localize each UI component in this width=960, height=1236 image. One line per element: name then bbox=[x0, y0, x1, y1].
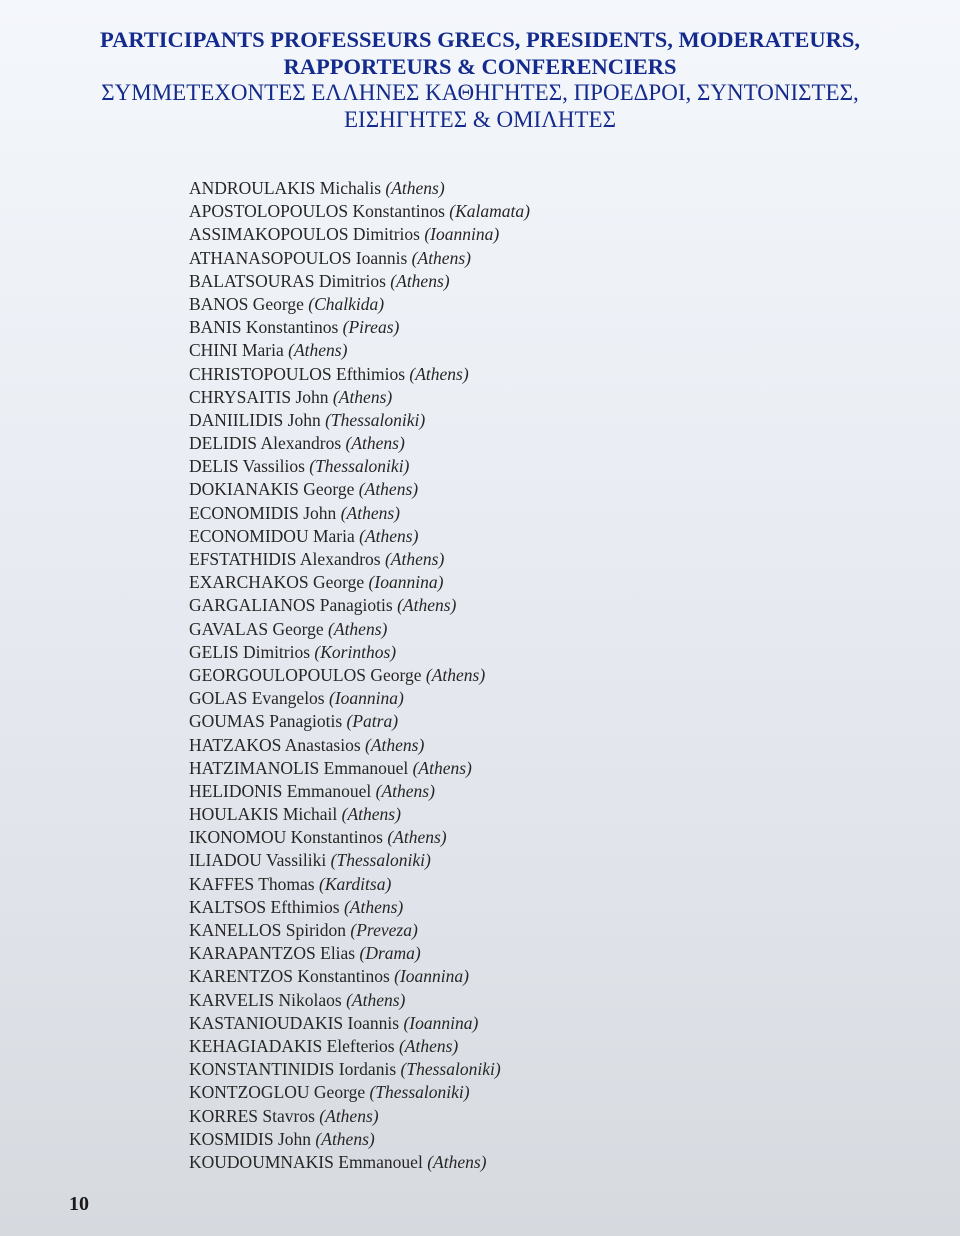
participant-surname: BANIS bbox=[189, 317, 242, 338]
participant-row bbox=[189, 478, 530, 501]
participant-city: (Athens) bbox=[385, 178, 445, 198]
participant-city: (Athens) bbox=[397, 595, 457, 616]
participant-city: (Athens) bbox=[358, 479, 419, 500]
participant-given-name: George bbox=[303, 479, 355, 500]
participant-row bbox=[189, 386, 530, 409]
participant-surname: GAVALAS bbox=[189, 618, 269, 639]
participant-given-name: Efthimios bbox=[270, 896, 340, 917]
participant-given-name: Efthimios bbox=[336, 363, 406, 384]
participant-given-name: Dimitrios bbox=[318, 270, 386, 291]
participant-given-name: Ioannis bbox=[347, 1012, 400, 1033]
participant-surname: KARAPANTZOS bbox=[189, 943, 316, 964]
participant-row bbox=[189, 1058, 530, 1081]
participant-row bbox=[189, 780, 530, 803]
participant-city: (Athens) bbox=[332, 386, 393, 407]
participant-city: (Korinthos) bbox=[314, 641, 397, 662]
participant-city: (Athens) bbox=[365, 734, 425, 755]
participant-row bbox=[189, 525, 530, 548]
participant-given-name: John bbox=[303, 502, 337, 523]
participant-city: (Thessaloniki) bbox=[309, 456, 410, 477]
participant-city: (Athens) bbox=[315, 1128, 375, 1149]
title-french-line-2: RAPPORTEURS & CONFERENCIERS bbox=[283, 53, 677, 79]
participant-city: (Athens) bbox=[398, 1035, 459, 1056]
participant-city: (Ioannina) bbox=[329, 688, 404, 709]
participant-city: (Chalkida) bbox=[308, 293, 385, 314]
participant-given-name: Emmanouel bbox=[286, 780, 372, 801]
participant-city: (Athens) bbox=[340, 502, 400, 523]
participant-surname: KAFFES bbox=[189, 873, 255, 894]
participant-city: (Patra) bbox=[346, 711, 399, 732]
participant-row bbox=[189, 664, 530, 687]
participant-given-name: George bbox=[313, 1082, 366, 1103]
participant-row bbox=[189, 502, 530, 525]
participant-surname: GARGALIANOS bbox=[189, 595, 316, 616]
participant-row bbox=[189, 293, 530, 316]
participant-city: (Athens) bbox=[345, 433, 405, 454]
participant-surname: KARENTZOS bbox=[189, 966, 294, 987]
participant-given-name: George bbox=[252, 293, 304, 314]
participant-row bbox=[189, 223, 530, 246]
participant-city: (Athens) bbox=[346, 989, 406, 1010]
participant-row bbox=[189, 965, 530, 988]
participant-surname: KOUDOUMNAKIS bbox=[189, 1151, 334, 1172]
participant-row bbox=[189, 316, 530, 339]
participant-given-name: Evangelos bbox=[251, 688, 325, 709]
participant-city: (Thessaloniki) bbox=[369, 1082, 470, 1103]
participant-given-name: Alexandros bbox=[299, 549, 381, 569]
participant-surname: KOSMIDIS bbox=[189, 1128, 274, 1149]
participant-given-name: Nikolaos bbox=[278, 989, 342, 1010]
participant-row bbox=[189, 687, 530, 710]
participant-city: (Athens) bbox=[375, 780, 435, 801]
participant-row bbox=[189, 548, 530, 571]
participant-given-name: Elefterios bbox=[326, 1035, 395, 1056]
participant-city: (Karditsa) bbox=[319, 873, 392, 894]
participant-given-name: Thomas bbox=[258, 873, 315, 894]
participant-surname: BALATSOURAS bbox=[189, 270, 315, 291]
participant-given-name: Alexandros bbox=[260, 433, 342, 454]
participant-row bbox=[189, 734, 530, 757]
title-french-line-1: PARTICIPANTS PROFESSEURS GRECS, PRESIDENTS, MODERATEURS, bbox=[100, 27, 860, 52]
participant-row bbox=[189, 1105, 530, 1128]
participant-surname: GEORGOULOPOULOS bbox=[189, 664, 366, 685]
participant-given-name: Iordanis bbox=[338, 1059, 397, 1080]
page-title bbox=[0, 27, 960, 133]
participant-city: (Athens) bbox=[328, 618, 388, 639]
participant-surname: IKONOMOU bbox=[189, 827, 287, 848]
participant-given-name: Konstantinos bbox=[352, 201, 445, 222]
participant-row bbox=[189, 247, 530, 270]
participant-city: (Athens) bbox=[427, 1151, 487, 1172]
participant-surname: DELIS bbox=[189, 456, 239, 477]
participant-surname: DOKIANAKIS bbox=[189, 479, 299, 500]
participant-surname: CHRISTOPOULOS bbox=[189, 363, 332, 384]
participant-given-name: Vassiliki bbox=[265, 850, 327, 871]
participant-row bbox=[189, 618, 530, 641]
participant-city: (Thessaloniki) bbox=[330, 850, 431, 871]
participant-surname: KANELLOS bbox=[189, 920, 282, 940]
participant-given-name: Vassilios bbox=[242, 456, 305, 477]
participant-surname: KARVELIS bbox=[189, 989, 275, 1010]
title-greek-line-1: ΣΥΜΜΕΤΕΧΟΝΤΕΣ ΕΛΛΗΝΕΣ ΚΑΘΗΓΗΤΕΣ, ΠΡΟΕΔΡΟΙ, ΣΥΝΤΟΝΙΣΤΕΣ, bbox=[101, 80, 859, 105]
participant-row bbox=[189, 1035, 530, 1058]
participant-row bbox=[189, 1128, 530, 1151]
participant-city: (Athens) bbox=[319, 1105, 379, 1126]
participant-surname: HATZIMANOLIS bbox=[189, 757, 320, 778]
participant-surname: KEHAGIADAKIS bbox=[189, 1035, 323, 1056]
participant-city: (Ioannina) bbox=[368, 572, 444, 593]
participant-surname: KALTSOS bbox=[189, 896, 267, 917]
participant-given-name: Konstantinos bbox=[297, 966, 390, 987]
participant-surname: KONTZOGLOU bbox=[189, 1082, 310, 1103]
participant-surname: ANDROULAKIS bbox=[189, 178, 316, 198]
participant-row bbox=[189, 849, 530, 872]
participant-given-name: Spiridon bbox=[285, 920, 347, 940]
participant-city: (Kalamata) bbox=[449, 201, 530, 222]
participant-given-name: Dimitrios bbox=[352, 224, 420, 245]
participant-row bbox=[189, 571, 530, 594]
participant-given-name: Maria bbox=[241, 340, 284, 361]
participant-city: (Athens) bbox=[341, 804, 401, 825]
participant-row bbox=[189, 409, 530, 432]
participant-city: (Ioannina) bbox=[403, 1012, 479, 1033]
participant-given-name: Emmanouel bbox=[323, 757, 409, 778]
participant-given-name: Elias bbox=[320, 943, 356, 964]
participant-city: (Ioannina) bbox=[394, 966, 470, 987]
participant-row bbox=[189, 896, 530, 919]
participant-given-name: Michalis bbox=[319, 178, 382, 198]
participant-city: (Athens) bbox=[387, 827, 447, 848]
participant-row bbox=[189, 1151, 530, 1174]
participant-given-name: Maria bbox=[312, 525, 355, 546]
participant-city: (Preveza) bbox=[350, 920, 418, 940]
participant-given-name: Ioannis bbox=[355, 247, 408, 268]
participant-city: (Ioannina) bbox=[424, 224, 500, 245]
participant-city: (Athens) bbox=[412, 757, 472, 778]
participant-given-name: Konstantinos bbox=[290, 827, 383, 848]
participant-row bbox=[189, 989, 530, 1012]
participant-given-name: George bbox=[312, 572, 365, 593]
participant-city: (Pireas) bbox=[342, 317, 400, 338]
participant-given-name: Emmanouel bbox=[338, 1151, 423, 1172]
participant-surname: DELIDIS bbox=[189, 433, 258, 454]
participant-row bbox=[189, 873, 530, 896]
participant-surname: ECONOMIDIS bbox=[189, 502, 299, 523]
participant-row bbox=[189, 942, 530, 965]
participant-row bbox=[189, 594, 530, 617]
participant-row bbox=[189, 455, 530, 478]
participant-surname: ILIADOU bbox=[189, 850, 262, 871]
participant-given-name: Anastasios bbox=[284, 734, 361, 755]
participant-given-name: Stavros bbox=[262, 1105, 315, 1126]
participant-given-name: John bbox=[295, 386, 329, 407]
participant-row bbox=[189, 177, 530, 200]
page-number: 10 bbox=[69, 1193, 89, 1215]
participant-given-name: John bbox=[277, 1128, 312, 1149]
participant-row bbox=[189, 200, 530, 223]
participant-given-name: Michail bbox=[282, 804, 338, 825]
participant-row bbox=[189, 1081, 530, 1104]
participant-city: (Athens) bbox=[288, 340, 348, 361]
participant-surname: ECONOMIDOU bbox=[189, 525, 309, 546]
participant-row bbox=[189, 803, 530, 826]
participant-surname: ASSIMAKOPOULOS bbox=[189, 224, 349, 245]
participant-given-name: Konstantinos bbox=[245, 317, 339, 338]
participant-surname: ATHANASOPOULOS bbox=[189, 247, 352, 268]
participant-city: (Athens) bbox=[343, 896, 404, 917]
participant-city: (Drama) bbox=[359, 943, 421, 964]
participant-surname: HELIDONIS bbox=[189, 780, 283, 801]
participant-city: (Thessaloniki) bbox=[325, 409, 426, 430]
participant-given-name: Dimitrios bbox=[242, 641, 311, 662]
participant-given-name: George bbox=[272, 618, 324, 639]
participant-surname: KONSTANTINIDIS bbox=[189, 1059, 335, 1080]
participant-surname: HATZAKOS bbox=[189, 734, 282, 755]
participant-row bbox=[189, 710, 530, 733]
participant-row bbox=[189, 1012, 530, 1035]
participant-surname: GOLAS bbox=[189, 688, 248, 709]
participant-surname: CHRYSAITIS bbox=[189, 386, 292, 407]
participant-surname: CHINI bbox=[189, 340, 238, 361]
participant-row bbox=[189, 432, 530, 455]
title-greek-line-2: ΕΙΣΗΓΗΤΕΣ & ΟΜΙΛΗΤΕΣ bbox=[344, 106, 616, 132]
participant-row bbox=[189, 363, 530, 386]
participant-given-name: John bbox=[287, 409, 321, 430]
participant-surname: EFSTATHIDIS bbox=[189, 549, 297, 569]
participant-surname: APOSTOLOPOULOS bbox=[189, 201, 349, 222]
participant-city: (Athens) bbox=[390, 270, 450, 291]
participant-surname: GOUMAS bbox=[189, 711, 265, 732]
participant-city: (Thessaloniki) bbox=[400, 1059, 501, 1080]
participant-row bbox=[189, 339, 530, 362]
participant-surname: GELIS bbox=[189, 641, 239, 662]
participant-surname: BANOS bbox=[189, 293, 249, 314]
participant-surname: HOULAKIS bbox=[189, 804, 279, 825]
participant-city: (Athens) bbox=[384, 549, 445, 569]
participant-row bbox=[189, 270, 530, 293]
participant-surname: KORRES bbox=[189, 1105, 259, 1126]
participant-city: (Athens) bbox=[425, 664, 486, 685]
participant-row bbox=[189, 826, 530, 849]
participant-row bbox=[189, 641, 530, 664]
participant-row bbox=[189, 919, 530, 942]
participant-surname: KASTANIOUDAKIS bbox=[189, 1012, 344, 1033]
participant-city: (Athens) bbox=[359, 525, 419, 546]
participant-list bbox=[189, 177, 530, 1174]
participant-given-name: Panagiotis bbox=[319, 595, 393, 616]
participant-row bbox=[189, 757, 530, 780]
participant-surname: DANIILIDIS bbox=[189, 409, 284, 430]
participant-city: (Athens) bbox=[411, 247, 471, 268]
participant-given-name: Panagiotis bbox=[269, 711, 343, 732]
participant-given-name: George bbox=[370, 664, 422, 685]
participant-surname: EXARCHAKOS bbox=[189, 572, 309, 593]
participant-city: (Athens) bbox=[409, 363, 469, 384]
